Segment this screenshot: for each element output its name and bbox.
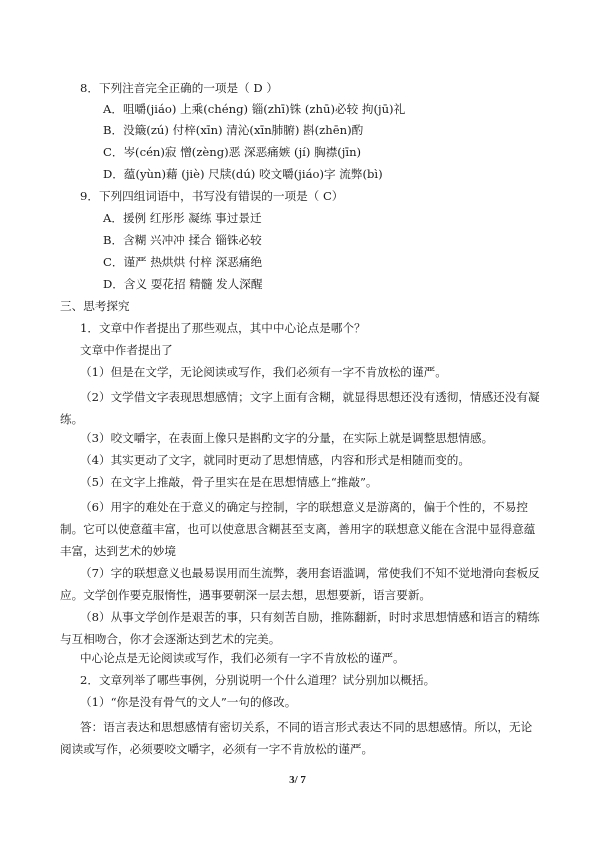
viewpoint-6: （6）用字的难处在于意义的确定与控制，字的联想意义是游离的，偏于个性的，不易控制。它可以使意蕴丰富，也可以使意思含糊甚至支离，善用字的联想意义能在含混中显得意蕴丰富，达到艺术的妙境	[60, 500, 536, 558]
answer-intro: 文章中作者提出了	[80, 343, 173, 357]
central-argument: 中心论点是无论阅读或写作，我们必须有一字不肯放松的谨严。	[80, 651, 405, 665]
option-8c: C．岑(cén)寂 憎(zèng)恶 深恶痛嫉 (jí) 胸襟(jīn)	[103, 145, 362, 159]
viewpoint-7: （7）字的联想意义也最易误用而生流弊，袭用套语滥调，常使我们不知不觉地滑向套板反应。文学创作要克服惰性，遇事要朝深一层去想，思想要新，语言要新。	[60, 566, 540, 602]
option-8b: B．没簸(zú) 付梓(xīn) 清沁(xīn肺腑) 斟(zhēn)酌	[103, 123, 364, 137]
option-9c: C．谨严 热烘烘 付梓 深恶痛绝	[103, 255, 263, 269]
option-8d: D．蕴(yùn)藉 (jiè) 尺牍(dú) 咬文嚼(jiáo)字 流弊(bì)	[103, 167, 383, 181]
viewpoint-8: （8）从事文学创作是艰苦的事，只有刻苦自励，推陈翻新，时时求思想情感和语言的精练与互相吻合，你才会逐渐达到艺术的完美。	[60, 610, 540, 646]
viewpoint-5: （5）在文字上推敲，骨子里实在是在思想情感上“推敲”。	[80, 475, 378, 489]
question-8: 8．下列注音完全正确的一项是（ D ）	[80, 81, 278, 95]
viewpoint-4: （4）其实更动了文字，就同时更动了思想情感，内容和形式是相随而变的。	[80, 453, 470, 467]
example-1-answer: 答：语言表达和思想感情有密切关系，不同的语言形式表达不同的思想感情。所以，无论阅读或写作，必须要咬文嚼字，必须有一字不肯放松的谨严。	[60, 720, 533, 756]
page-number: 3/ 7	[289, 774, 306, 786]
option-9a: A．援例 红彤彤 凝练 事过景迁	[103, 211, 262, 225]
explore-question-2: 2．文章列举了哪些事例，分别说明一个什么道理？试分别加以概括。	[80, 673, 436, 687]
example-1: （1）“你是没有骨气的文人”一句的修改。	[80, 695, 297, 709]
question-9: 9．下列四组词语中，书写没有错误的一项是（ C）	[80, 189, 344, 203]
option-8a: A．咀嚼(jiáo) 上乘(chéng) 锱(zhī)铢 (zhū)必较 拘(jū)礼	[103, 102, 406, 116]
explore-question-1: 1．文章中作者提出了那些观点，其中中心论点是哪个？	[80, 321, 366, 335]
viewpoint-2: （2）文学借文字表现思想感情；文字上面有含糊，就显得思想还没有透彻，情感还没有凝练。	[60, 390, 540, 426]
viewpoint-3: （3）咬文嚼字，在表面上像只是斟酌文字的分量，在实际上就是调整思想情感。	[80, 431, 494, 445]
section-heading: 三、思考探究	[60, 299, 130, 313]
option-9d: D．含义 耍花招 精髓 发人深醒	[103, 277, 263, 291]
option-9b: B．含糊 兴冲冲 揉合 锱铢必较	[103, 233, 262, 247]
viewpoint-1: （1）但是在文学，无论阅读或写作，我们必须有一字不肯放松的谨严。	[80, 365, 447, 379]
